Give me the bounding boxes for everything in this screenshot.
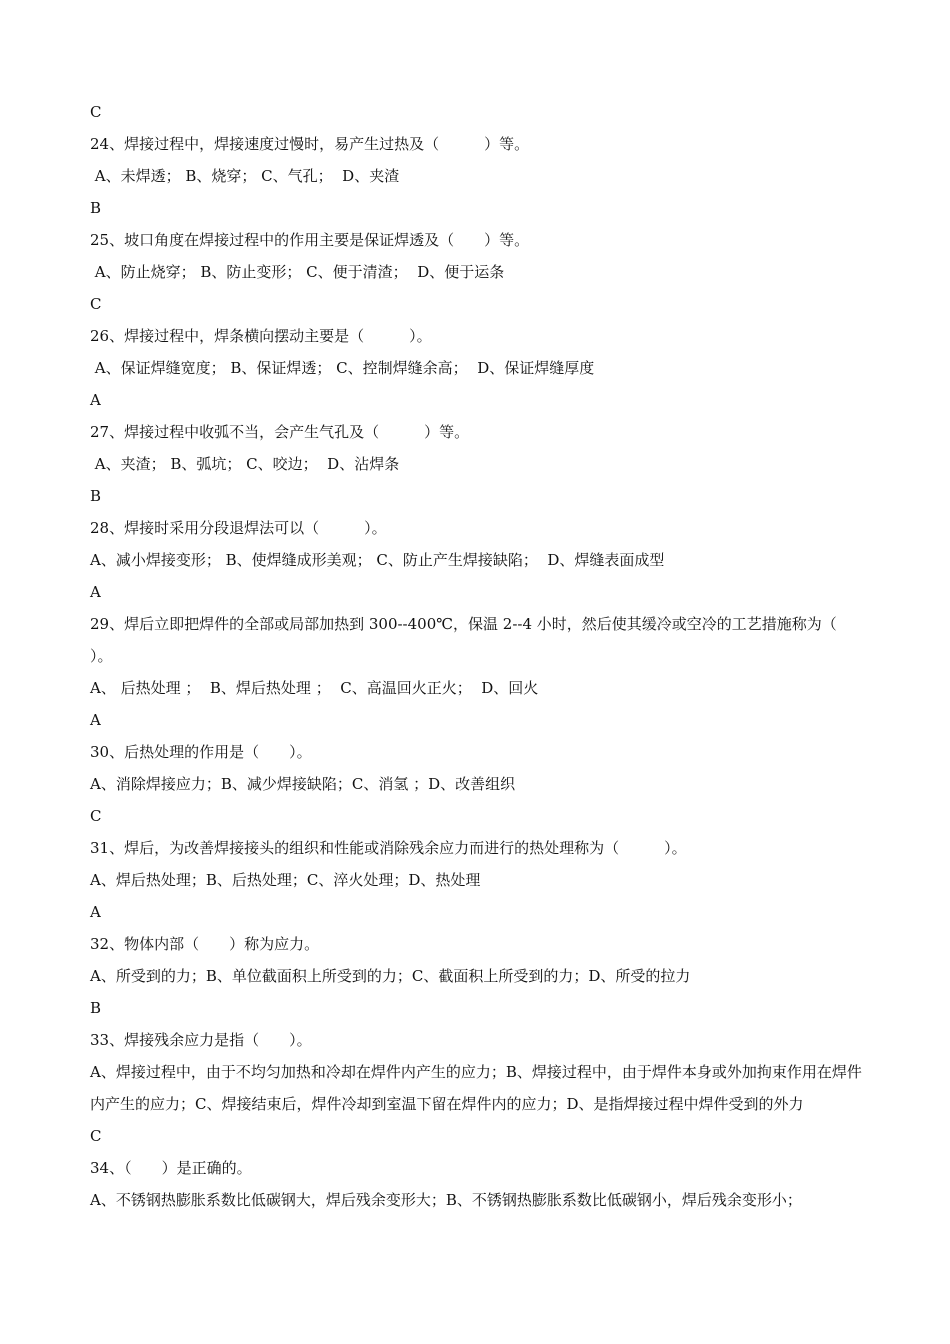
options-text: A、焊后热处理；B、后热处理；C、淬火处理；D、热处理 [90,871,481,889]
answer-key: C [90,103,102,121]
question-text: 32、物体内部（ ）称为应力。 [90,935,320,953]
question-text: 24、焊接过程中，焊接速度过慢时，易产生过热及（ ）等。 [90,135,530,153]
question-text: 27、焊接过程中收弧不当，会产生气孔及（ ）等。 [90,423,470,441]
options-text: A、防止烧穿； B、防止变形； C、便于清渣； D、便于运条 [90,263,505,281]
answer-key: C [90,807,102,825]
question-text: 33、焊接残余应力是指（ ）。 [90,1031,312,1049]
answer-key: C [90,1127,102,1145]
question-text: 31、焊后，为改善焊接接头的组织和性能或消除残余应力而进行的热处理称为（ ）。 [90,839,687,857]
options-text: A、夹渣； B、弧坑； C、咬边； D、沾焊条 [90,455,400,473]
options-text: A、减小焊接变形； B、使焊缝成形美观； C、防止产生焊接缺陷； D、焊缝表面成型 [90,551,665,569]
options-text: A、不锈钢热膨胀系数比低碳钢大，焊后残余变形大；B、不锈钢热膨胀系数比低碳钢小，焊后残余变形小； [90,1191,802,1209]
answer-key: C [90,295,102,313]
answer-key: A [90,583,101,601]
options-text: A、所受到的力；B、单位截面积上所受到的力；C、截面积上所受到的力；D、所受的拉力 [90,967,691,985]
answer-key: A [90,711,101,729]
question-text: 28、焊接时采用分段退焊法可以（ ）。 [90,519,387,537]
options-text: A、焊接过程中，由于不均匀加热和冷却在焊件内产生的应力；B、焊接过程中，由于焊件本身或外加拘束作用在焊件内产生的应力；C、焊接结束后，焊件冷却到室温下留在焊件内的应力；D、是指焊接过程中焊件受到的外力 [90,1063,862,1113]
question-text: 34、（ ）是正确的。 [90,1159,252,1177]
answer-key: A [90,903,101,921]
question-text: 29、焊后立即把焊件的全部或局部加热到 300--400℃，保温 2--4 小时，然后使其缓冷或空冷的工艺措施称为（ ）。 [90,615,882,665]
options-text: A、消除焊接应力；B、减少焊接缺陷；C、消氢 ；D、改善组织 [90,775,516,793]
answer-key: B [90,199,102,217]
answer-key: A [90,391,101,409]
options-text: A、未焊透； B、烧穿； C、气孔； D、夹渣 [90,167,400,185]
question-text: 25、坡口角度在焊接过程中的作用主要是保证焊透及（ ）等。 [90,231,530,249]
question-text: 26、焊接过程中，焊条横向摆动主要是（ ）。 [90,327,432,345]
options-text: A、 后热处理 ； B、焊后热处理 ； C、高温回火正火； D、回火 [90,679,539,697]
answer-key: B [90,487,102,505]
answer-key: B [90,999,102,1017]
question-list [90,96,882,1216]
options-text: A、保证焊缝宽度； B、保证焊透； C、控制焊缝余高； D、保证焊缝厚度 [90,359,595,377]
question-text: 30、后热处理的作用是（ ）。 [90,743,312,761]
